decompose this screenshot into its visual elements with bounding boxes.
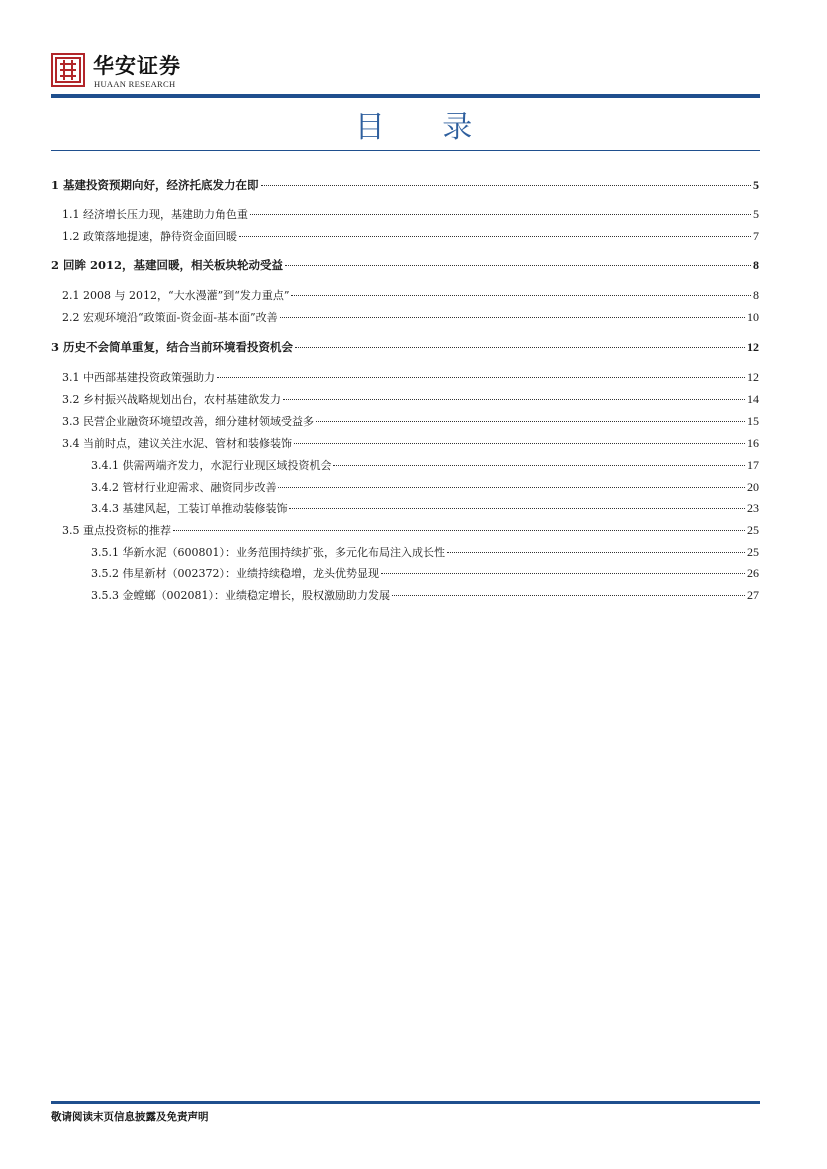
toc-entry-page: 16	[747, 436, 759, 450]
toc-entry[interactable]	[62, 205, 759, 223]
toc-entry[interactable]	[91, 586, 759, 604]
toc-entry[interactable]	[91, 499, 759, 517]
toc-entry-page: 17	[747, 458, 759, 472]
toc-entry[interactable]	[62, 412, 759, 430]
toc-entry[interactable]	[91, 564, 759, 582]
toc-entry-title: 1 基建投资预期向好，经济托底发力在即	[51, 178, 259, 192]
dot-leader	[283, 399, 745, 400]
dot-leader	[261, 185, 751, 186]
toc-entry-page: 7	[753, 229, 759, 243]
toc-entry-title: 3.2 乡村振兴战略规划出台，农村基建欲发力	[62, 393, 281, 406]
footer-divider	[51, 1101, 760, 1104]
toc-entry-page: 5	[753, 207, 759, 221]
dot-leader	[250, 214, 751, 215]
toc-entry[interactable]	[51, 256, 759, 274]
toc-entry-title: 3.5.1 华新水泥（600801）：业务范围持续扩张，多元化布局注入成长性	[91, 546, 445, 559]
logo-subtitle: HUAAN RESEARCH	[94, 79, 176, 89]
dot-leader	[291, 295, 751, 296]
footer-disclaimer: 敬请阅读末页信息披露及免责声明	[51, 1111, 209, 1123]
header-divider	[51, 94, 760, 98]
toc-entry-title: 2.2 宏观环境沿“政策面-资金面-基本面”改善	[62, 311, 278, 324]
toc-entry-page: 23	[747, 501, 759, 515]
dot-leader	[289, 508, 745, 509]
dot-leader	[217, 377, 745, 378]
toc-entry-title: 2 回眸 2012，基建回暖，相关板块轮动受益	[51, 258, 284, 272]
toc-entry-page: 25	[747, 545, 759, 559]
dot-leader	[173, 530, 745, 531]
dot-leader	[316, 421, 745, 422]
toc-entry-title: 3.1 中西部基建投资政策强助力	[62, 371, 215, 384]
toc-entry[interactable]	[51, 338, 759, 356]
toc-entry-title: 3.5 重点投资标的推荐	[62, 524, 171, 537]
dot-leader	[447, 552, 745, 553]
dot-leader	[392, 595, 745, 596]
toc-entry[interactable]	[62, 368, 759, 386]
toc-entry[interactable]	[62, 521, 759, 539]
toc-entry-page: 12	[747, 340, 759, 354]
toc-entry[interactable]	[62, 308, 759, 326]
toc-entry[interactable]	[62, 390, 759, 408]
logo-wordmark: 华安证券	[93, 53, 181, 78]
toc-entry-page: 10	[747, 310, 759, 324]
toc-entry-page: 8	[753, 258, 759, 272]
toc-entry-page: 8	[753, 288, 759, 302]
toc-entry[interactable]	[51, 176, 759, 194]
toc-entry-title: 1.1 经济增长压力现，基建助力角色重	[62, 208, 248, 221]
dot-leader	[333, 465, 745, 466]
toc-entry-title: 1.2 政策落地提速，静待资金面回暖	[62, 230, 237, 243]
toc-entry-title: 3.5.2 伟星新材（002372）：业绩持续稳增，龙头优势显现	[91, 567, 379, 580]
toc-entry-title: 3.3 民营企业融资环境望改善，细分建材领域受益多	[62, 415, 314, 428]
toc-entry-page: 12	[747, 370, 759, 384]
dot-leader	[285, 265, 751, 266]
dot-leader	[280, 317, 745, 318]
toc-entry-page: 20	[747, 480, 759, 494]
dot-leader	[239, 236, 751, 237]
toc-entry-page: 15	[747, 414, 759, 428]
toc-entry-title: 2.1 2008 与 2012，“大水漫灌”到“发力重点”	[62, 289, 290, 302]
logo-seal-icon	[51, 53, 85, 87]
toc-entry-page: 14	[747, 392, 759, 406]
toc-entry[interactable]	[91, 543, 759, 561]
toc-entry[interactable]	[91, 456, 759, 474]
dot-leader	[381, 573, 745, 574]
toc-entry-page: 27	[747, 588, 759, 602]
toc-entry-title: 3 历史不会简单重复，结合当前环境看投资机会	[51, 340, 294, 354]
toc-entry[interactable]	[91, 478, 759, 496]
toc-entry[interactable]	[62, 227, 759, 245]
toc-entry-title: 3.5.3 金螳螂（002081）：业绩稳定增长，股权激励助力发展	[91, 589, 390, 602]
toc-entry[interactable]	[62, 434, 759, 452]
toc-entry-title: 3.4 当前时点，建议关注水泥、管材和装修装饰	[62, 437, 292, 450]
toc-entry-title: 3.4.2 管材行业迎需求、融资同步改善	[91, 481, 277, 494]
dot-leader	[295, 347, 745, 348]
toc-entry-page: 5	[753, 178, 759, 192]
toc-entry-title: 3.4.1 供需两端齐发力，水泥行业现区域投资机会	[91, 459, 332, 472]
toc-entry[interactable]	[62, 286, 759, 304]
dot-leader	[294, 443, 745, 444]
dot-leader	[278, 487, 745, 488]
toc-entry-page: 26	[747, 566, 759, 580]
page-title: 目 录	[354, 110, 497, 145]
title-divider	[51, 150, 760, 151]
toc-entry-page: 25	[747, 523, 759, 537]
toc-entry-title: 3.4.3 基建风起，工装订单推动装修装饰	[91, 502, 288, 515]
